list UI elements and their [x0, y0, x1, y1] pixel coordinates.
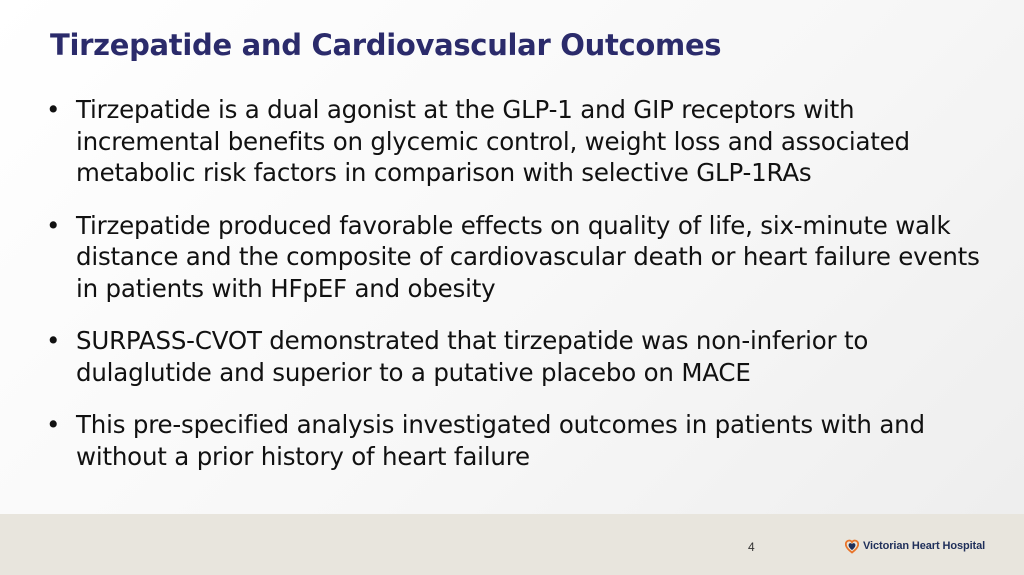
hospital-logo [845, 537, 985, 555]
heart-logo-icon [845, 539, 859, 554]
bullet-item [46, 94, 981, 189]
bullet-item [46, 409, 981, 472]
bullet-text: Tirzepatide is a dual agonist at the GLP-1 and GIP receptors with incremental benefits on glycemic control, weight loss and associated metabolic risk factors in comparison with selective GLP-1RAs [76, 95, 910, 187]
bullet-item [46, 325, 981, 388]
bullet-item [46, 210, 981, 305]
bullet-list [46, 94, 981, 472]
bullet-marker: • [46, 95, 61, 124]
bullet-marker: • [46, 410, 61, 439]
logo-text: Victorian Heart Hospital [863, 540, 986, 552]
bullet-text: Tirzepatide produced favorable effects on quality of life, six-minute walk distance and the composite of cardiovascular death or heart failure events in patients with HFpEF and obesity [76, 210, 980, 303]
bullet-marker: • [46, 326, 61, 355]
bullet-marker: • [46, 210, 61, 240]
slide-title: Tirzepatide and Cardiovascular Outcomes [50, 28, 722, 62]
footer-band [0, 514, 1024, 575]
bullet-text: SURPASS-CVOT demonstrated that tirzepatide was non-inferior to dulaglutide and superior to a putative placebo on MACE [76, 326, 869, 387]
page-number: 4 [748, 540, 755, 554]
bullet-text: This pre-specified analysis investigated outcomes in patients with and without a prior history of heart failure [76, 410, 925, 471]
